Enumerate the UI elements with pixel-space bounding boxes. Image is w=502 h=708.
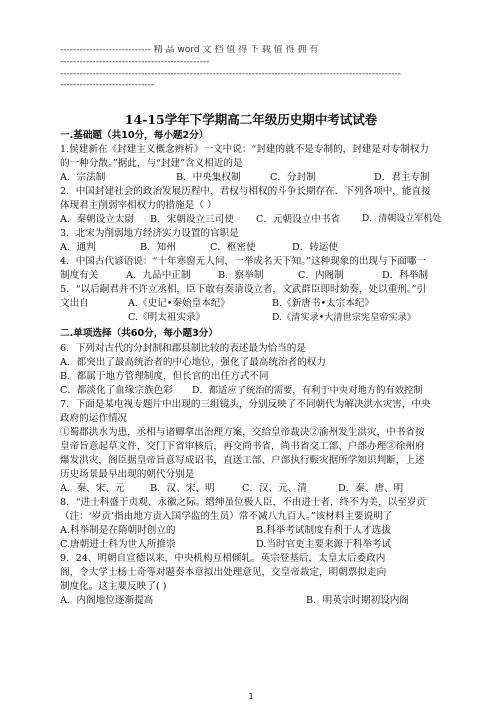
q7-option-b: B．汉、宋、明 [150, 483, 215, 494]
q7-option-c: C．汉、元、清 [242, 483, 307, 494]
q6-option-a: A．都突出了最高统治者的中心地位，强化了最高统治者的权力 [60, 357, 326, 368]
q2-line-2: 体现君主削弱宰相权力的措施是（ ） [60, 200, 217, 211]
q3-option-a: A．通判 [60, 242, 96, 253]
q8-option-c: C.唐朝进士科为世人所推崇 [60, 539, 176, 550]
q7-option-d: D．秦、唐、明 [338, 483, 404, 494]
q1-option-a: A．宗法制 [60, 172, 106, 183]
q3-line-1: 3．北宋为削弱地方经济实力设置的官职是 [60, 228, 239, 239]
q6-option-d: D．都适应了统治的需要，有利于中央对地方的有效控制 [192, 385, 423, 396]
section-heading-2: 二.单项选择（共60分，每小题3分） [60, 328, 218, 339]
q5-option-c: C.《明太祖实录》 [128, 312, 206, 323]
page-title: 14-15学年下学期高二年级历史期中考试试卷 [124, 112, 378, 127]
q2-line-1: 2．中国封建社会的政治发展历程中，君权与相权的斗争长期存在．下列各项中，能直接 [60, 186, 431, 197]
q5-line-1: 5．“以后嗣君并不许立丞相，臣下敢有奏请设立者，文武群臣即时劾奏，处以重刑。”引 [60, 284, 427, 295]
q4-option-d: D．科举制 [382, 270, 429, 281]
q1-option-c: C．分封制 [270, 172, 316, 183]
q7-line-3: ①蜀郡洪水为患，丞相与诸卿拿出治理方案，交给皇帝裁决②渝州发生洪灾，中书省按 [60, 427, 425, 438]
q6-option-c: C．都淡化了血缘宗族色彩 [60, 385, 173, 396]
q9-line-3: 制度化。这主要反映了( ) [60, 581, 167, 592]
section-heading-1: 一.基础题（共10分，每小题2分） [60, 130, 209, 141]
page-number: 1 [248, 692, 254, 701]
header-line-3: --------------------------------------------------------------------------------------------------------- [60, 69, 401, 79]
q1-option-b: B．中央集权制 [176, 172, 241, 183]
q7-line-4: 皇帝旨意起草文件，交门下省审核后，再交尚书省，尚书省交工部、户部办理③徐州府 [60, 441, 425, 452]
q7-line-1: 7．下面是某电视专题片中出现的三组镜头，分别反映了不同朝代为解决洪水灾害，中央 [60, 399, 431, 410]
q4-line-1: 4．中国古代谚语说：“十年寒窗无人问，一举成名天下知。”这种现象的出现与下面哪一 [60, 256, 427, 267]
q1-option-d: D．君主专制 [374, 172, 430, 183]
q4-option-a: A．九品中正制 [126, 270, 191, 281]
q2-option-d: D．清朝设立军机处 [362, 214, 442, 224]
q7-line-6: 历史场景最早出现的朝代分别是 [60, 469, 195, 480]
q5-option-b: B.《新唐书•太宗本纪》 [272, 298, 375, 309]
q2-option-c: C．元朝设立中书省 [256, 214, 341, 225]
q7-line-2: 政府的运作情况 [60, 413, 128, 424]
q6-line-1: 6．下列对古代的分封制和郡县制比较的表述最为恰当的是 [60, 343, 306, 354]
q8-option-a: A.科举制是在隋朝时创立的 [60, 525, 176, 536]
header-line-4: ----------------------------- [60, 80, 155, 90]
q2-option-a: A．秦朝设立太尉 [60, 214, 135, 225]
header-line-1: ---------------------------- 精 品 word 文 档 值 得 下 载 值 得 拥 有 [60, 45, 319, 55]
q7-option-a: A．秦、宋、元 [60, 483, 125, 494]
q3-option-c: C．枢密使 [210, 242, 256, 253]
q9-line-2: 阁，令大学士杨士奇等对题奏本章拟出处理意见，交皇帝裁定，明朝票拟走向 [60, 567, 387, 578]
q2-option-b: B．宋朝设立三司使 [150, 214, 234, 225]
q5-line-2: 文出自 [60, 298, 89, 309]
q5-option-d: D.《清实录•大清世宗宪皇帝实录》 [272, 312, 417, 323]
q6-option-b: B．都属于地方管理制度，但长官的出任方式不同 [60, 371, 269, 382]
q3-option-d: D．转运使 [292, 242, 339, 253]
q4-line-2: 制度有关 [60, 270, 99, 281]
header-line-2: ---------------------------------------------- [60, 57, 210, 67]
q9-line-1: 9．24、明朝自宣德以来，中央机构互相倾轧。英宗登基后，太皇太后委政内 [60, 553, 386, 564]
q8-option-b: B.科举考试制度有利于人才选拔 [256, 525, 391, 536]
q8-line-1: 8．“进士科盛于贞观、永徽之际。缙绅虽位极人臣，不由进士者，终不为美，以至岁贡 [60, 497, 426, 508]
q8-option-d: D.当时官吏主要来源于科举考试 [256, 539, 392, 550]
q4-option-c: C．内阁制 [298, 270, 344, 281]
q5-option-a: A.《史记•秦始皇本纪》 [128, 298, 230, 309]
q9-option-b: B．明英宗时期初设内阁 [306, 595, 409, 606]
q8-line-2: （注：‘岁贡’指由地方贡入国学监的生员）常不减八九百人。”该材料主要说明了 [60, 511, 393, 522]
q1-line-2: 的一种分散。”据此，与“封建”含义相近的是 [60, 158, 243, 169]
q9-option-a: A．内阁地位逐渐提高 [60, 595, 154, 606]
q1-line-1: 1.侯建新在《封建主义概念辨析》一文中说：“封建的就不是专制的，封建是对专制权力 [60, 144, 430, 155]
q4-option-b: B．察举制 [218, 270, 264, 281]
q7-line-5: 爆发洪灾，阁臣据皇帝旨意写成诏书，直送工部、户部执行赈灾据所学知识判断，上述 [60, 455, 425, 466]
q3-option-b: B．知州 [140, 242, 176, 253]
